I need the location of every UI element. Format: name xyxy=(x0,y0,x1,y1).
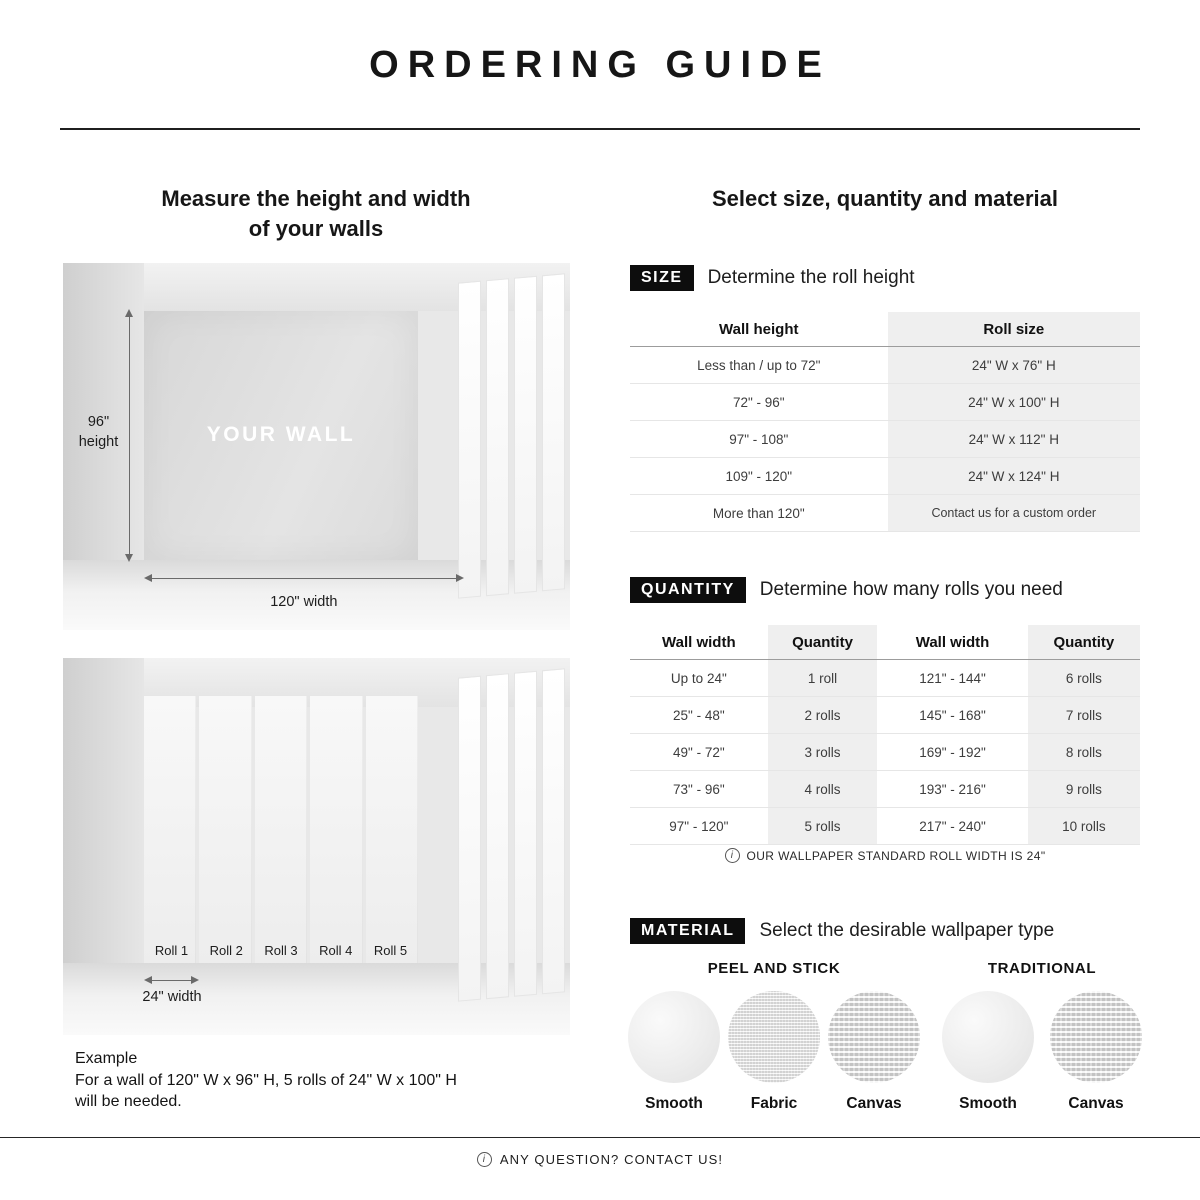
size-table-row xyxy=(630,347,1140,384)
roll-strip xyxy=(366,696,418,964)
wall-width-cell: 193" - 216" xyxy=(919,781,986,797)
material-option-canvas xyxy=(828,991,920,1113)
size-col-roll-size: Roll size xyxy=(888,312,1140,346)
select-heading: Select size, quantity and material xyxy=(711,186,1058,211)
your-wall-label: YOUR WALL xyxy=(206,423,356,447)
qty-col-wall-width-2: Wall width xyxy=(915,633,990,651)
wall-width-cell: 217" - 240" xyxy=(919,818,986,834)
wall-width-cell: 49" - 72" xyxy=(673,744,725,760)
material-label: Canvas xyxy=(846,1095,902,1112)
window-pane xyxy=(486,278,509,596)
quantity-table-header-row xyxy=(630,625,1140,660)
qty-col-wall-width-1: Wall width xyxy=(662,633,736,651)
quantity-cell: 8 rolls xyxy=(1028,734,1140,770)
quantity-cell: 10 rolls xyxy=(1028,808,1140,844)
roll-size-cell: 24" W x 100" H xyxy=(888,384,1140,420)
info-icon: i xyxy=(477,1152,492,1167)
roll-label: Roll 3 xyxy=(264,942,298,958)
material-group-traditional xyxy=(942,960,1142,1113)
quantity-cell: 5 rolls xyxy=(768,808,878,844)
roll-size-cell: 24" W x 76" H xyxy=(888,347,1140,383)
canvas-texture-swatch xyxy=(828,991,920,1083)
size-col-wall-height: Wall height xyxy=(719,320,799,338)
size-table-row xyxy=(630,458,1140,495)
window-pane xyxy=(486,673,509,999)
window-pane xyxy=(542,668,565,994)
wall-width-cell: 121" - 144" xyxy=(919,670,986,686)
roll-label: Roll 5 xyxy=(373,942,408,958)
info-icon: i xyxy=(725,848,740,863)
material-subtitle: Select the desirable wallpaper type xyxy=(759,920,1055,941)
wall-width-cell: Up to 24" xyxy=(670,670,727,686)
roll-width-note-text: OUR WALLPAPER STANDARD ROLL WIDTH IS 24" xyxy=(746,848,1046,863)
size-table-row xyxy=(630,384,1140,421)
smooth-texture-swatch xyxy=(628,991,720,1083)
roll-labels xyxy=(144,943,418,958)
wallpaper-rolls xyxy=(144,696,418,964)
quantity-section-header xyxy=(630,575,1063,605)
peel-and-stick-title: PEEL AND STICK xyxy=(707,960,841,977)
wall-width-cell: 97" - 120" xyxy=(669,818,729,834)
material-option-fabric xyxy=(728,991,820,1113)
quantity-cell: 3 rolls xyxy=(768,734,878,770)
quantity-table-row xyxy=(630,771,1140,808)
quantity-cell: 6 rolls xyxy=(1028,660,1140,696)
quantity-table-row xyxy=(630,808,1140,845)
roll-strip xyxy=(199,696,251,964)
material-label: Canvas xyxy=(1068,1095,1124,1112)
material-section-header xyxy=(630,916,1054,946)
example-text-line2: will be needed. xyxy=(75,1093,182,1111)
roll-size-cell: 24" W x 124" H xyxy=(888,458,1140,494)
roll-width-note xyxy=(630,848,1140,863)
size-subtitle: Determine the roll height xyxy=(707,267,915,288)
wall-height-cell: 72" - 96" xyxy=(732,394,785,410)
material-option-canvas xyxy=(1050,991,1142,1113)
measure-heading xyxy=(96,184,536,243)
size-table-header-row xyxy=(630,312,1140,347)
quantity-table xyxy=(630,625,1140,845)
footer-divider xyxy=(0,1137,1200,1138)
back-wall xyxy=(144,311,418,561)
wall-height-word: height xyxy=(78,434,119,451)
window-pane xyxy=(514,275,537,593)
custom-order-note: Contact us for a custom order xyxy=(931,505,1097,520)
material-option-smooth xyxy=(942,991,1034,1113)
wall-height-value: 96" xyxy=(87,414,110,431)
wall-width-cell: 169" - 192" xyxy=(919,744,986,760)
size-table xyxy=(630,312,1140,532)
footer-contact xyxy=(0,1152,1200,1167)
roll-strip xyxy=(310,696,362,964)
roll-label: Roll 1 xyxy=(154,942,189,958)
material-label: Smooth xyxy=(959,1095,1017,1112)
footer-contact-text: ANY QUESTION? CONTACT US! xyxy=(499,1152,724,1167)
measure-heading-line2: of your walls xyxy=(248,215,384,241)
page-title: ORDERING GUIDE xyxy=(369,44,831,86)
quantity-cell: 4 rolls xyxy=(768,771,878,807)
quantity-table-row xyxy=(630,697,1140,734)
roll-size-cell xyxy=(888,495,1140,531)
material-label: Fabric xyxy=(750,1095,798,1112)
smooth-texture-swatch xyxy=(942,991,1034,1083)
wall-height-cell: 97" - 108" xyxy=(729,431,789,447)
wall-measure-illustration xyxy=(63,263,570,630)
window-pane xyxy=(542,273,565,591)
quantity-cell: 7 rolls xyxy=(1028,697,1140,733)
traditional-title: TRADITIONAL xyxy=(987,960,1097,977)
quantity-cell: 9 rolls xyxy=(1028,771,1140,807)
title-divider xyxy=(60,128,1140,130)
wall-width-cell: 73" - 96" xyxy=(673,781,725,797)
quantity-cell: 2 rolls xyxy=(768,697,878,733)
wall-width-label: 120" width xyxy=(270,594,338,611)
traditional-swatches xyxy=(942,991,1142,1113)
window xyxy=(458,668,564,1002)
size-table-row xyxy=(630,421,1140,458)
qty-col-quantity-2: Quantity xyxy=(1028,625,1140,659)
material-label: Smooth xyxy=(645,1095,703,1112)
wall-height-cell: More than 120" xyxy=(712,505,805,521)
roll-size-cell: 24" W x 112" H xyxy=(888,421,1140,457)
material-option-smooth xyxy=(628,991,720,1113)
canvas-texture-swatch xyxy=(1050,991,1142,1083)
window-pane xyxy=(514,671,537,997)
wall-height-cell: 109" - 120" xyxy=(725,468,793,484)
material-badge: MATERIAL xyxy=(630,918,745,944)
quantity-subtitle: Determine how many rolls you need xyxy=(759,579,1063,600)
wall-height-cell: Less than / up to 72" xyxy=(697,357,821,373)
window-pane xyxy=(458,280,481,598)
window xyxy=(458,273,564,598)
size-badge: SIZE xyxy=(630,265,694,291)
material-group-peel-and-stick xyxy=(628,960,920,1113)
roll-label: Roll 4 xyxy=(319,942,353,958)
example-title: Example xyxy=(75,1050,138,1067)
example-note xyxy=(75,1048,575,1113)
roll-strip xyxy=(255,696,307,964)
wall-width-cell: 25" - 48" xyxy=(673,707,725,723)
qty-col-quantity-1: Quantity xyxy=(768,625,878,659)
peel-and-stick-swatches xyxy=(628,991,920,1113)
roll-width-dimension-arrow xyxy=(144,975,199,985)
roll-strip xyxy=(144,696,196,964)
quantity-table-row xyxy=(630,734,1140,771)
rolls-illustration xyxy=(63,658,570,1035)
quantity-badge: QUANTITY xyxy=(630,577,746,603)
example-text-line1: For a wall of 120" W x 96" H, 5 rolls of 24" W x 100" H xyxy=(75,1071,457,1089)
quantity-cell: 1 roll xyxy=(768,660,878,696)
quantity-table-row xyxy=(630,660,1140,697)
wall-width-cell: 145" - 168" xyxy=(919,707,986,723)
size-section-header xyxy=(630,263,915,293)
measure-heading-line1: Measure the height and width xyxy=(161,186,471,211)
roll-label: Roll 2 xyxy=(209,942,243,958)
wall-height-label xyxy=(68,413,129,452)
roll-width-label: 24" width xyxy=(142,988,202,1005)
size-table-row xyxy=(630,495,1140,532)
width-dimension-arrow xyxy=(144,573,463,583)
fabric-texture-swatch xyxy=(728,991,820,1083)
window-pane xyxy=(458,676,481,1002)
